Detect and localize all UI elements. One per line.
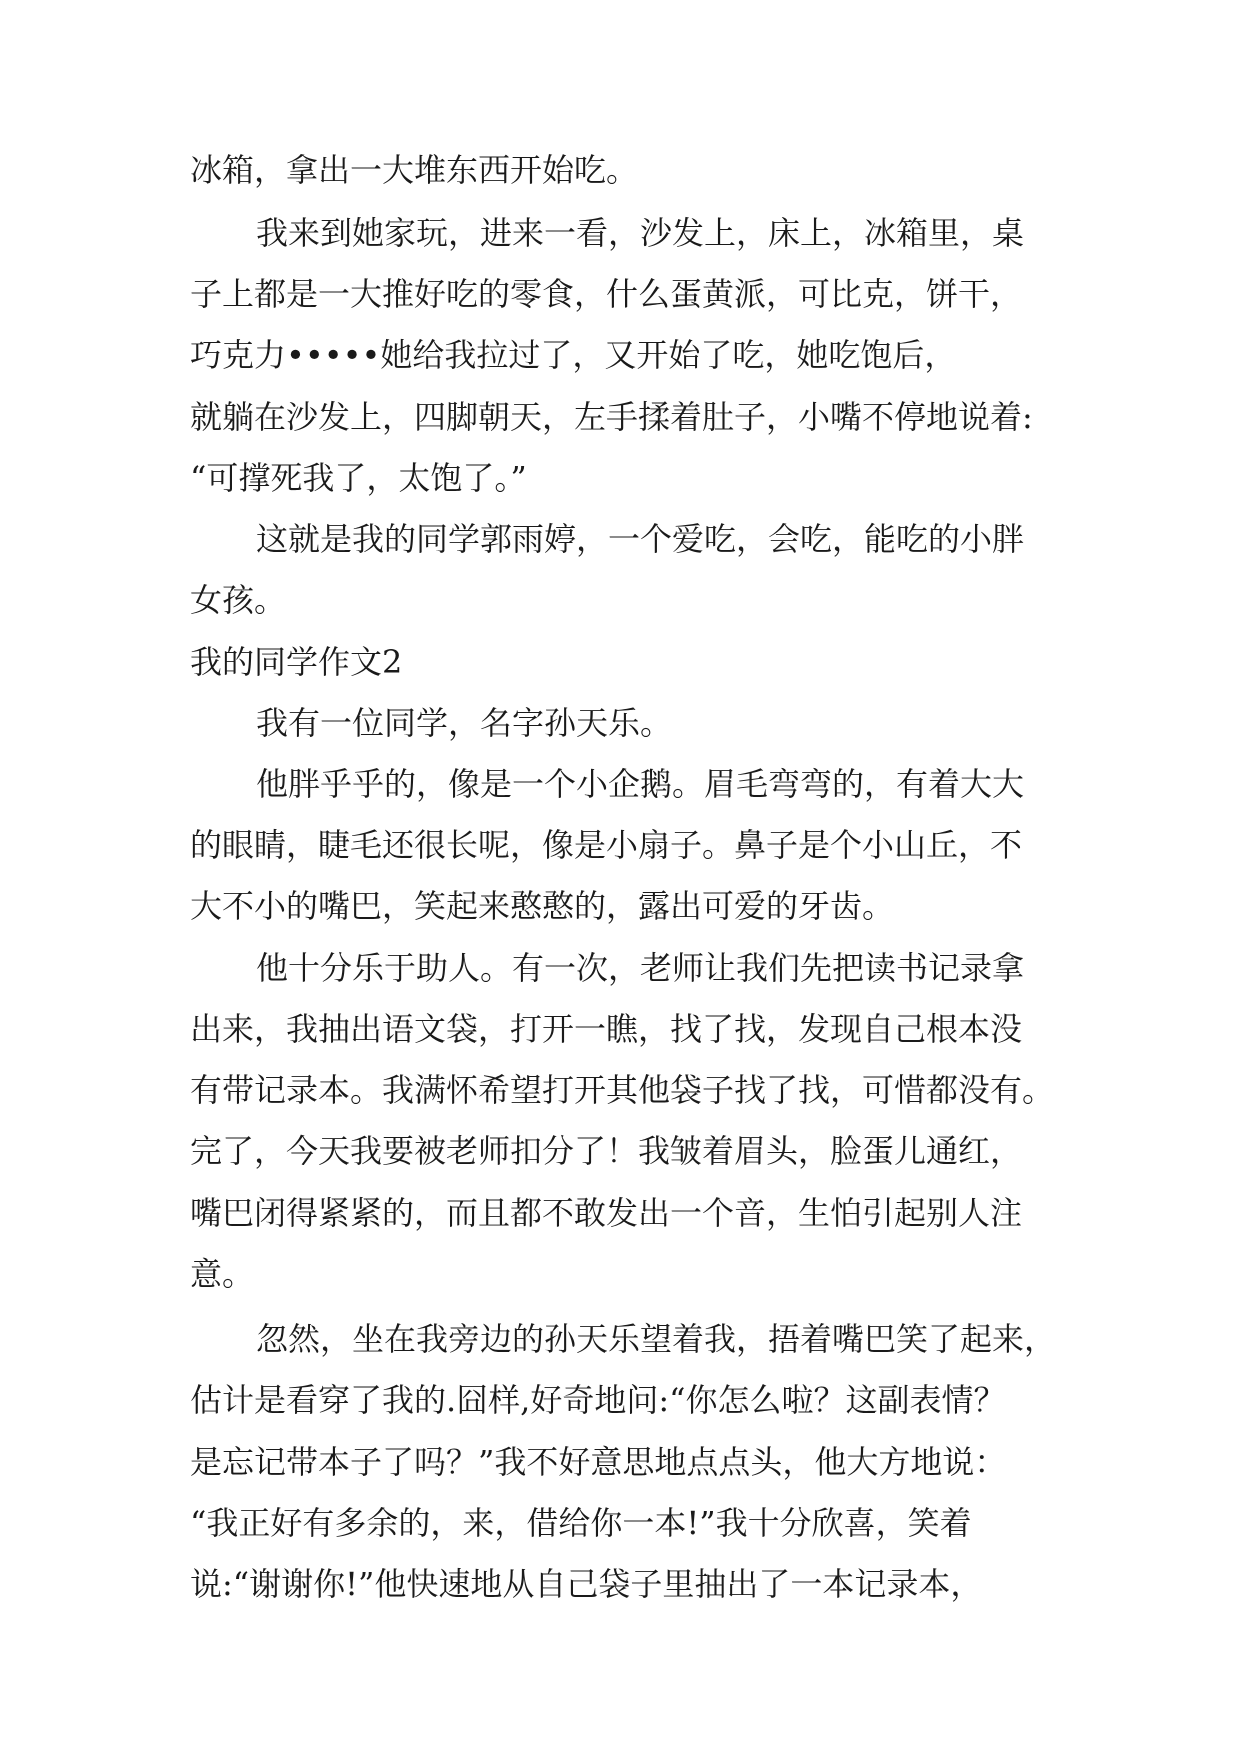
section-heading: 我的同学作文2 — [190, 643, 403, 681]
text-line: 估计是看穿了我的.囧样,好奇地问:“你怎么啦？这副表情？ — [190, 1381, 1006, 1419]
text-line: 有带记录本。我满怀希望打开其他袋子找了找，可惜都没有。 — [190, 1071, 1055, 1109]
paragraph-first-line: 他胖乎乎的，像是一个小企鹅。眉毛弯弯的，有着大大 — [256, 765, 1025, 803]
text-line: 出来，我抽出语文袋，打开一瞧，找了找，发现自己根本没 — [190, 1010, 1023, 1048]
text-line: 是忘记带本子了吗？”我不好意思地点点头，他大方地说： — [190, 1443, 1007, 1481]
text-line: 巧克力•••••她给我拉过了，又开始了吃，她吃饱后， — [190, 336, 957, 374]
text-line: 大不小的嘴巴，笑起来憨憨的，露出可爱的牙齿。 — [190, 887, 895, 925]
text-line: 完了，今天我要被老师扣分了！我皱着眉头，脸蛋儿通红， — [190, 1132, 1023, 1170]
text-line: 嘴巴闭得紧紧的，而且都不敢发出一个音，生怕引起别人注 — [190, 1194, 1023, 1232]
paragraph-first-line: 我来到她家玩，进来一看，沙发上，床上，冰箱里，桌 — [256, 214, 1025, 252]
text-line: 就躺在沙发上，四脚朝天，左手揉着肚子，小嘴不停地说着: — [190, 398, 1033, 436]
text-line: 女孩。 — [190, 581, 287, 619]
paragraph-first-line: 我有一位同学，名字孙天乐。 — [256, 704, 673, 742]
text-line: “可撑死我了，太饱了。” — [190, 459, 527, 497]
text-line: 子上都是一大推好吃的零食，什么蛋黄派，可比克，饼干， — [190, 275, 1023, 313]
paragraph-first-line: 这就是我的同学郭雨婷，一个爱吃，会吃，能吃的小胖 — [256, 520, 1025, 558]
text-line: 的眼睛，睫毛还很长呢，像是小扇子。鼻子是个小山丘，不 — [190, 826, 1023, 864]
text-line: 说:“谢谢你!”他快速地从自己袋子里抽出了一本记录本， — [190, 1565, 983, 1603]
paragraph-first-line: 忽然，坐在我旁边的孙天乐望着我，捂着嘴巴笑了起来， — [256, 1320, 1057, 1358]
text-line: 冰箱，拿出一大堆东西开始吃。 — [190, 151, 639, 189]
text-line: 意。 — [190, 1255, 255, 1293]
text-line: “我正好有多余的，来，借给你一本!”我十分欣喜，笑着 — [190, 1504, 972, 1542]
paragraph-first-line: 他十分乐于助人。有一次，老师让我们先把读书记录拿 — [256, 949, 1025, 987]
